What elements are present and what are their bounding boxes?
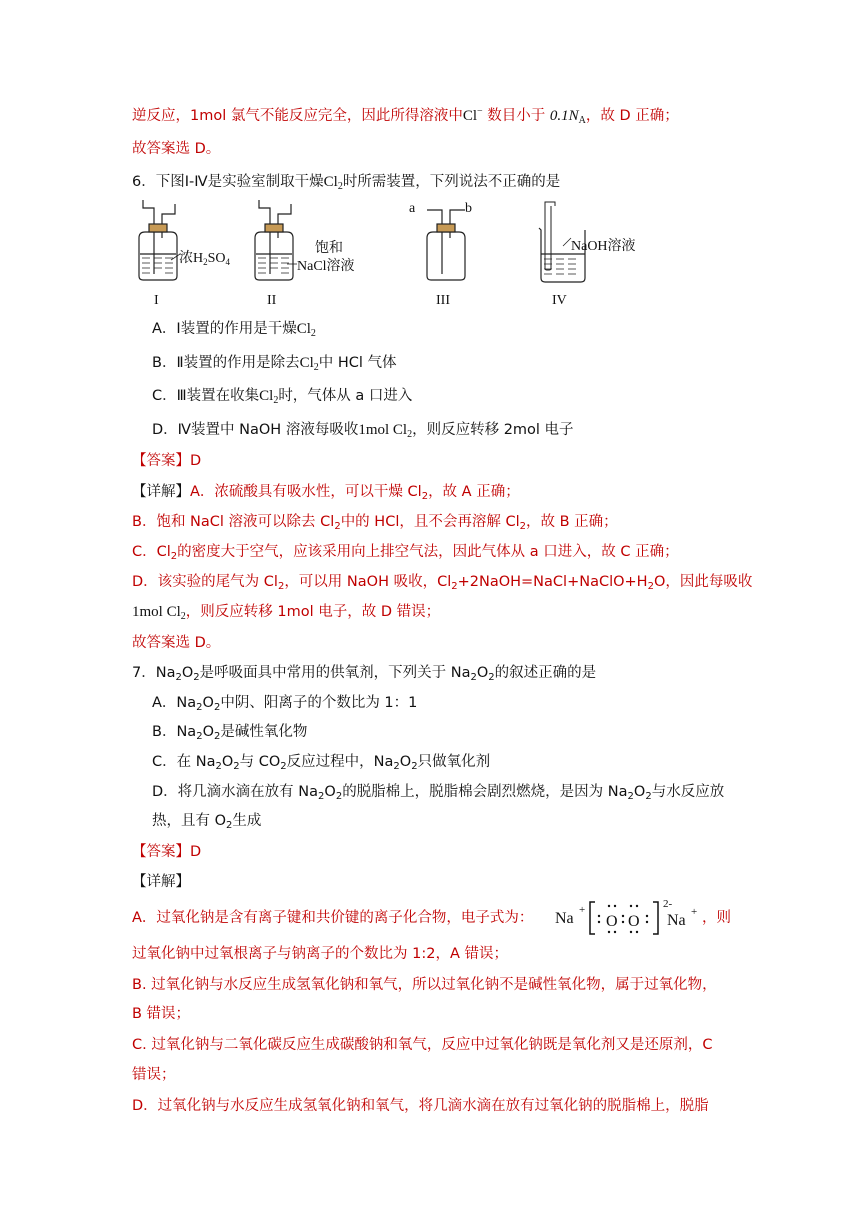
explanation-line: B 错误； [132,1006,191,1022]
explanation-line: 错误； [132,1067,176,1083]
option-d: D．将几滴水滴在放有 $Na_2O_2$的脱脂棉上，脱脂棉会剧烈燃烧，是因为 $Na_2O_2$与水反应放 [152,784,725,802]
svg-text:O: O [606,913,618,930]
label-II-line1: 饱和 [315,241,343,256]
detail-line: 1mol $Cl_2$，则反应转移 1mol 电子，故 D 错误； [132,604,441,622]
explanation-line: ，则 [702,910,731,926]
svg-text:O: O [628,913,640,930]
option-d: D．Ⅳ装置中 NaOH 溶液每吸收1mol $Cl_2$，则反应转移 2mol 电子 [152,422,574,440]
apparatus-I-bottle [139,200,180,280]
label-III-b: b [465,201,472,216]
question-stem: 6．下图Ⅰ-Ⅳ是实验室制取干燥$Cl_2$时所需装置，下列说法不正确的是 [132,174,561,192]
roman-IV: IV [552,293,567,308]
answer-label: 【答案】D [132,844,202,860]
explanation-line: D．过氧化钠与水反应生成氢氧化钠和氧气，将几滴水滴在放有过氧化钠的脱脂棉上，脱脂 [132,1098,709,1114]
electron-formula: Na + O O 2- Na + [555,898,715,938]
option-a: A．Ⅰ装置的作用是干燥$Cl_2$ [152,321,316,339]
label-III-a: a [409,201,416,216]
chem-formula: $0.1N_A$ [549,108,586,126]
detail-line: C．$Cl_2$的密度大于空气，应该采用向上排空气法，因此气体从 a 口进入，故 C 正确； [132,544,679,562]
option-c: C．在 $Na_2O_2$与 $CO_2$反应过程中，$Na_2O_2$只做氧化剂 [152,754,491,772]
explanation-line: 过氧化钠中过氧根离子与钠离子的个数比为 1:2，A 错误； [132,946,508,962]
text-span: 逆反应，1mol 氯气不能反应完全，因此所得溶液中 [132,108,463,124]
detail-line: D．该实验的尾气为 $Cl_2$，可以用 NaOH 吸收，$Cl_2+2NaOH=NaCl+NaClO+H_2O$，因此每吸收 [132,574,753,592]
question-stem: 7．$Na_2O_2$是呼吸面具中常用的供氧剂，下列关于 $Na_2O_2$的叙述正确的是 [132,665,597,683]
option-b: B．Ⅱ装置的作用是除去$Cl_2$中 HCl 气体 [152,355,397,373]
apparatus-figure [125,198,685,310]
label-II-line2: NaCl溶液 [297,259,355,274]
chem-formula: Cl− [462,106,483,124]
detail-line: B．饱和 NaCl 溶液可以除去 $Cl_2$中的 HCl，且不会再溶解 $Cl_2$，故 B 正确； [132,514,618,532]
text-line: 故答案选 D。 [132,141,221,157]
apparatus-II-bottle [255,200,297,280]
explanation-line: B. 过氧化钠与水反应生成氢氧化钠和氧气，所以过氧化钠不是碱性氧化物，属于过氧化物， [132,977,717,993]
answer-label: 【答案】D [132,453,202,469]
detail-line: 【详解】A．浓硫酸具有吸水性，可以干燥 $Cl_2$，故 A 正确； [132,484,520,502]
apparatus-III-bottle [427,210,465,280]
option-c: C．Ⅲ装置在收集$Cl_2$时，气体从 a 口进入 [152,388,413,406]
roman-III: III [436,293,450,308]
label-IV: NaOH溶液 [571,239,636,254]
conclusion-line: 故答案选 D。 [132,635,221,651]
explanation-line: A．过氧化钠是含有离子键和共价键的离子化合物，电子式为： [132,910,534,926]
option-a: A．$Na_2O_2$中阴、阳离子的个数比为 1：1 [152,695,418,713]
label-I-reagent: 浓$H_2SO_4$ [179,251,231,267]
text-span: ，故 D 正确； [585,108,679,124]
option-b: B．$Na_2O_2$是碱性氧化物 [152,724,308,742]
text-span: 数目小于 [482,108,550,124]
roman-I: I [154,293,159,308]
option-d-cont: 热，且有 $O_2$生成 [152,813,262,831]
text-line [132,106,679,126]
detail-tag: 【详解】 [132,874,190,890]
roman-II: II [267,293,277,308]
explanation-line: C. 过氧化钠与二氧化碳反应生成碳酸钠和氧气，反应中过氧化钠既是氧化剂又是还原剂，C [132,1037,713,1053]
